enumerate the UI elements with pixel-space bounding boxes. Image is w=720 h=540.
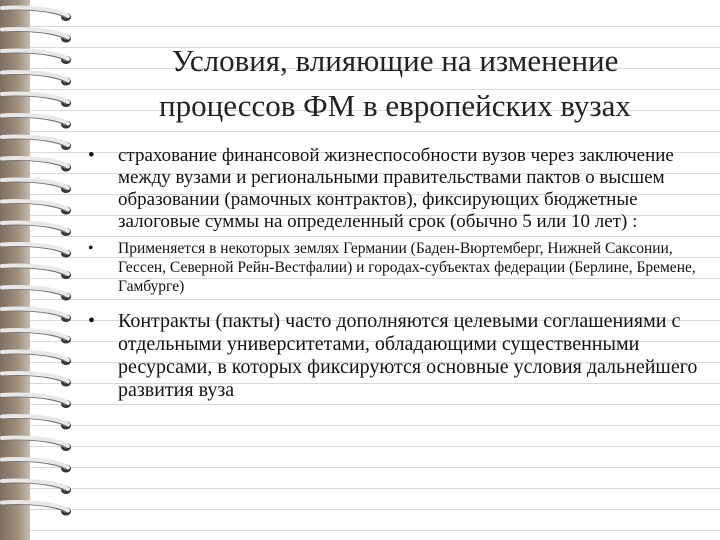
spiral-ring-icon (2, 72, 71, 86)
spiral-ring-icon (2, 416, 71, 430)
list-item (88, 239, 703, 296)
bullet-icon: • (88, 145, 95, 166)
slide-title (95, 38, 695, 128)
spiral-ring-icon (2, 480, 71, 494)
bullet-icon: • (88, 310, 96, 332)
bullet-text-3: Контракты (пакты) часто дополняются целевыми соглашениями с отдельными университетами, обладающими существенными ресурсами, в которых фиксируются основные условия дальнейшего развития вуза (118, 310, 698, 401)
spiral-ring-icon (2, 287, 71, 301)
list-item (88, 310, 703, 402)
title-line-1: Условия, влияющие на изменение (171, 43, 619, 78)
spiral-ring-icon (2, 179, 71, 193)
spiral-ring-icon (2, 244, 71, 258)
spiral-ring-icon (2, 136, 71, 150)
spiral-ring-icon (2, 115, 71, 129)
spiral-ring-icon (2, 459, 71, 473)
spiral-ring-icon (2, 29, 71, 43)
bullet-text-2: Применяется в некоторых землях Германии (Баден-Вюртемберг, Нижней Саксонии, Гессен, Северной Рейн-Вестфалии) и городах-субъектах федерации (Берлине, Бремене, Гамбурге) (118, 240, 696, 295)
spiral-ring-icon (2, 201, 71, 215)
spiral-ring-icon (2, 222, 71, 236)
spiral-ring-icon (2, 502, 71, 516)
bullet-icon: • (88, 240, 94, 257)
spiral-ring-icon (2, 437, 71, 451)
bullet-text-1: страхование финансовой жизнеспособности вузов через заключение между вузами и региональными правительствами пактов о высшем образовании (рамочных контрактов), фиксирующих бюджетные залоговые суммы на определенный срок (обычно 5 или 10 лет) : (118, 145, 674, 232)
spiral-ring-icon (2, 308, 71, 322)
spiral-binding (0, 0, 90, 540)
spiral-ring-icon (2, 373, 71, 387)
title-line-2: процессов ФМ в европейских вузах (159, 88, 631, 123)
spiral-ring-icon (2, 330, 71, 344)
spiral-ring-icon (2, 394, 71, 408)
spiral-ring-icon (2, 93, 71, 107)
spiral-ring-icon (2, 50, 71, 64)
spiral-ring-icon (2, 351, 71, 365)
spiral-ring-icon (2, 265, 71, 279)
bullet-list (88, 145, 703, 402)
spiral-ring-icon (2, 158, 71, 172)
list-item (88, 145, 703, 233)
spiral-ring-icon (2, 7, 71, 21)
